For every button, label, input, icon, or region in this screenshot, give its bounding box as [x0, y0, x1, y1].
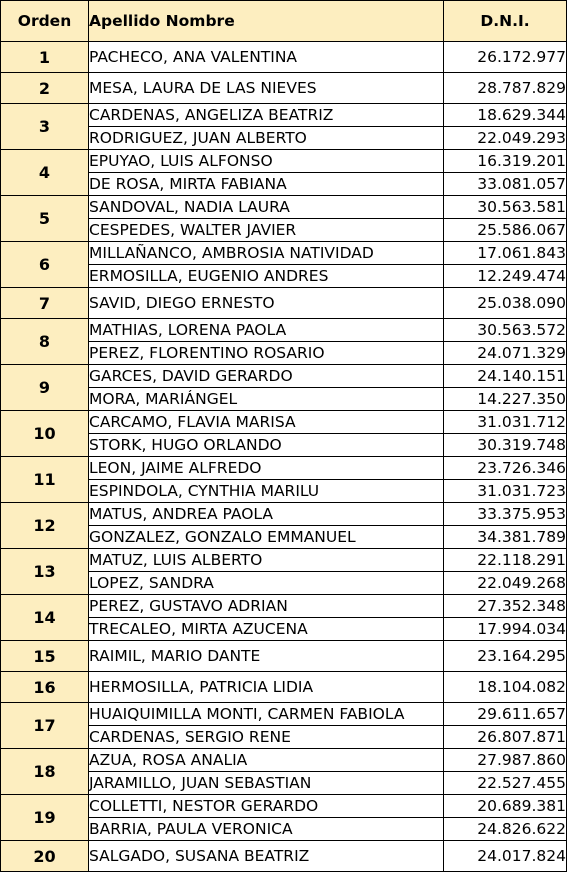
- table-row: [1, 641, 567, 672]
- table-row: [1, 104, 567, 127]
- table-row: [1, 288, 567, 319]
- dni-cell: 12.249.474: [444, 265, 567, 288]
- name-cell: HUAIQUIMILLA MONTI, CARMEN FABIOLA: [89, 703, 444, 726]
- name-cell: STORK, HUGO ORLANDO: [89, 434, 444, 457]
- name-cell: SAVID, DIEGO ERNESTO: [89, 288, 444, 319]
- roster-body: [1, 42, 567, 872]
- name-cell: SANDOVAL, NADIA LAURA: [89, 196, 444, 219]
- header-orden: Orden: [1, 1, 89, 42]
- dni-cell: 33.375.953: [444, 503, 567, 526]
- table-row: [1, 703, 567, 726]
- orden-cell: 17: [1, 703, 89, 749]
- dni-cell: 30.563.581: [444, 196, 567, 219]
- orden-cell: 7: [1, 288, 89, 319]
- orden-cell: 9: [1, 365, 89, 411]
- dni-cell: 31.031.712: [444, 411, 567, 434]
- dni-cell: 27.987.860: [444, 749, 567, 772]
- name-cell: ESPINDOLA, CYNTHIA MARILU: [89, 480, 444, 503]
- dni-cell: 26.172.977: [444, 42, 567, 73]
- dni-cell: 27.352.348: [444, 595, 567, 618]
- name-cell: GONZALEZ, GONZALO EMMANUEL: [89, 526, 444, 549]
- dni-cell: 23.164.295: [444, 641, 567, 672]
- name-cell: DE ROSA, MIRTA FABIANA: [89, 173, 444, 196]
- table-row: [1, 672, 567, 703]
- dni-cell: 25.038.090: [444, 288, 567, 319]
- dni-cell: 24.017.824: [444, 841, 567, 872]
- name-cell: GARCES, DAVID GERARDO: [89, 365, 444, 388]
- orden-cell: 11: [1, 457, 89, 503]
- name-cell: PEREZ, GUSTAVO ADRIAN: [89, 595, 444, 618]
- name-cell: JARAMILLO, JUAN SEBASTIAN: [89, 772, 444, 795]
- table-row: [1, 365, 567, 388]
- name-cell: RAIMIL, MARIO DANTE: [89, 641, 444, 672]
- table-row: [1, 150, 567, 173]
- orden-cell: 19: [1, 795, 89, 841]
- orden-cell: 1: [1, 42, 89, 73]
- dni-cell: 34.381.789: [444, 526, 567, 549]
- name-cell: LEON, JAIME ALFREDO: [89, 457, 444, 480]
- table-row: [1, 549, 567, 572]
- table-row: [1, 319, 567, 342]
- dni-cell: 30.563.572: [444, 319, 567, 342]
- name-cell: CESPEDES, WALTER JAVIER: [89, 219, 444, 242]
- orden-cell: 13: [1, 549, 89, 595]
- orden-cell: 4: [1, 150, 89, 196]
- name-cell: AZUA, ROSA ANALIA: [89, 749, 444, 772]
- dni-cell: 23.726.346: [444, 457, 567, 480]
- dni-cell: 14.227.350: [444, 388, 567, 411]
- orden-cell: 16: [1, 672, 89, 703]
- table-row: [1, 73, 567, 104]
- orden-cell: 20: [1, 841, 89, 872]
- name-cell: MESA, LAURA DE LAS NIEVES: [89, 73, 444, 104]
- dni-cell: 22.049.293: [444, 127, 567, 150]
- header-row: [1, 1, 567, 42]
- dni-cell: 24.826.622: [444, 818, 567, 841]
- orden-cell: 10: [1, 411, 89, 457]
- orden-cell: 14: [1, 595, 89, 641]
- name-cell: BARRIA, PAULA VERONICA: [89, 818, 444, 841]
- table-row: [1, 841, 567, 872]
- dni-cell: 20.689.381: [444, 795, 567, 818]
- name-cell: HERMOSILLA, PATRICIA LIDIA: [89, 672, 444, 703]
- orden-cell: 6: [1, 242, 89, 288]
- name-cell: CARDENAS, SERGIO RENE: [89, 726, 444, 749]
- dni-cell: 16.319.201: [444, 150, 567, 173]
- dni-cell: 17.994.034: [444, 618, 567, 641]
- table-row: [1, 503, 567, 526]
- dni-cell: 31.031.723: [444, 480, 567, 503]
- name-cell: LOPEZ, SANDRA: [89, 572, 444, 595]
- table-row: [1, 411, 567, 434]
- orden-cell: 3: [1, 104, 89, 150]
- orden-cell: 12: [1, 503, 89, 549]
- dni-cell: 22.527.455: [444, 772, 567, 795]
- header-dni: D.N.I.: [444, 1, 567, 42]
- name-cell: TRECALEO, MIRTA AZUCENA: [89, 618, 444, 641]
- name-cell: COLLETTI, NESTOR GERARDO: [89, 795, 444, 818]
- name-cell: PACHECO, ANA VALENTINA: [89, 42, 444, 73]
- name-cell: EPUYAO, LUIS ALFONSO: [89, 150, 444, 173]
- name-cell: CARDENAS, ANGELIZA BEATRIZ: [89, 104, 444, 127]
- name-cell: MATUS, ANDREA PAOLA: [89, 503, 444, 526]
- dni-cell: 22.049.268: [444, 572, 567, 595]
- dni-cell: 22.118.291: [444, 549, 567, 572]
- table-row: [1, 795, 567, 818]
- name-cell: PEREZ, FLORENTINO ROSARIO: [89, 342, 444, 365]
- table-row: [1, 242, 567, 265]
- name-cell: MORA, MARIÁNGEL: [89, 388, 444, 411]
- dni-cell: 26.807.871: [444, 726, 567, 749]
- name-cell: SALGADO, SUSANA BEATRIZ: [89, 841, 444, 872]
- name-cell: CARCAMO, FLAVIA MARISA: [89, 411, 444, 434]
- orden-cell: 15: [1, 641, 89, 672]
- dni-cell: 18.629.344: [444, 104, 567, 127]
- name-cell: MILLAÑANCO, AMBROSIA NATIVIDAD: [89, 242, 444, 265]
- orden-cell: 2: [1, 73, 89, 104]
- dni-cell: 28.787.829: [444, 73, 567, 104]
- orden-cell: 8: [1, 319, 89, 365]
- header-apellido-nombre: Apellido Nombre: [89, 1, 444, 42]
- dni-cell: 24.071.329: [444, 342, 567, 365]
- dni-cell: 33.081.057: [444, 173, 567, 196]
- name-cell: MATHIAS, LORENA PAOLA: [89, 319, 444, 342]
- orden-cell: 5: [1, 196, 89, 242]
- dni-cell: 29.611.657: [444, 703, 567, 726]
- table-row: [1, 749, 567, 772]
- name-cell: MATUZ, LUIS ALBERTO: [89, 549, 444, 572]
- dni-cell: 18.104.082: [444, 672, 567, 703]
- dni-cell: 30.319.748: [444, 434, 567, 457]
- table-row: [1, 457, 567, 480]
- table-row: [1, 595, 567, 618]
- dni-cell: 25.586.067: [444, 219, 567, 242]
- name-cell: RODRIGUEZ, JUAN ALBERTO: [89, 127, 444, 150]
- name-cell: ERMOSILLA, EUGENIO ANDRES: [89, 265, 444, 288]
- table-row: [1, 196, 567, 219]
- table-row: [1, 42, 567, 73]
- dni-cell: 24.140.151: [444, 365, 567, 388]
- orden-cell: 18: [1, 749, 89, 795]
- dni-cell: 17.061.843: [444, 242, 567, 265]
